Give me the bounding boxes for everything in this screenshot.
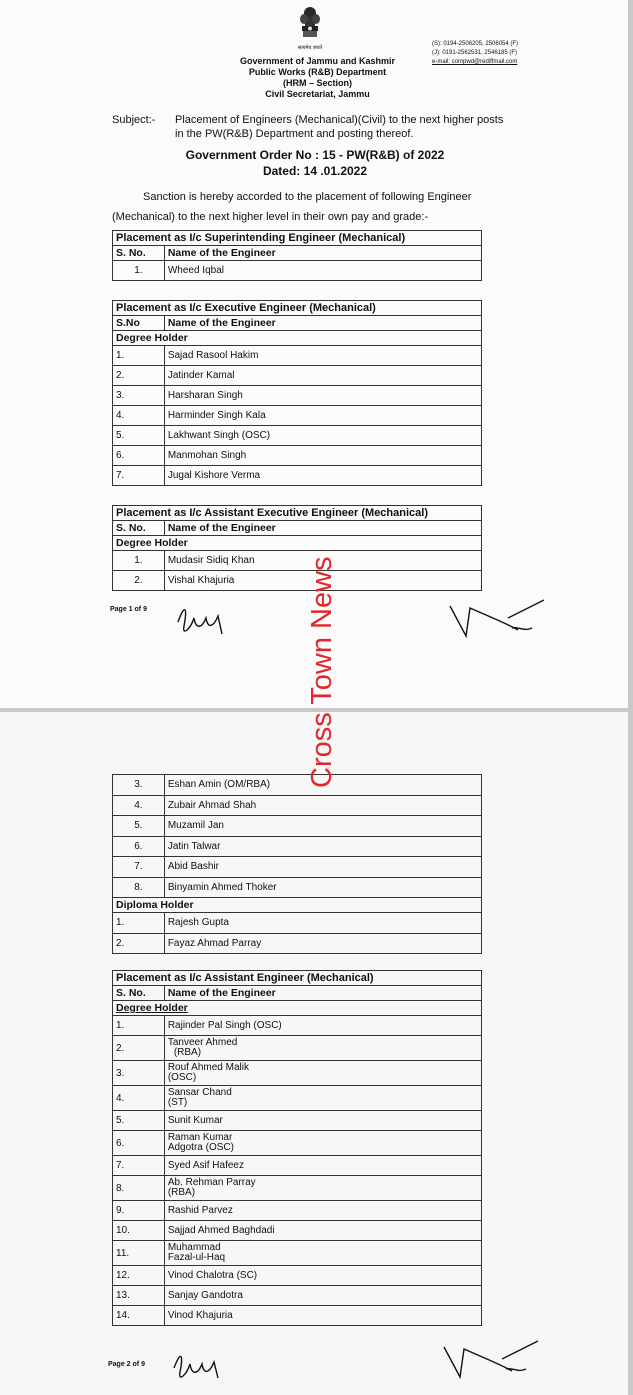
subject-label: Subject:- (112, 114, 156, 126)
name-line-1: Ab. Rehman Parray (167, 1177, 256, 1188)
cell-sno: 8. (113, 1176, 165, 1201)
cell-name: Syed Asif Hafeez (164, 1156, 481, 1176)
name-line-2: (RBA) (173, 1047, 202, 1058)
header-line-4: Civil Secretariat, Jammu (265, 89, 370, 99)
table-row (113, 366, 482, 386)
table-row (113, 877, 482, 898)
cell-name: Harminder Singh Kala (164, 406, 481, 426)
cell-sno: 10. (113, 1221, 165, 1241)
cell-name: Wheed Iqbal (164, 261, 481, 281)
name-line-2: (ST) (167, 1097, 188, 1108)
column-header-sno: S. No. (113, 246, 165, 261)
table-row (113, 1306, 482, 1326)
table-superintending-engineer (112, 230, 482, 281)
table-row (113, 795, 482, 816)
table-caption: Placement as I/c Superintending Engineer (Mechanical) (113, 231, 482, 246)
table-row (113, 386, 482, 406)
cell-sno: 2. (113, 571, 165, 591)
table-row (113, 1176, 482, 1201)
cell-name: Fayaz Ahmad Parray (164, 933, 481, 954)
table-assistant-executive-engineer-continued (112, 774, 482, 954)
cell-name: Rajesh Gupta (164, 913, 481, 934)
table-row (113, 346, 482, 366)
lion-capital-icon (297, 6, 323, 40)
contact-block (432, 40, 562, 67)
cell-sno: 6. (113, 836, 165, 857)
name-line-2: (OSC) (167, 1072, 197, 1083)
page-number: Page 2 of 9 (108, 1361, 145, 1368)
signature-initials-left (174, 600, 234, 640)
header-line-1: Government of Jammu and Kashmir (239, 56, 396, 66)
cell-name: Vishal Khajuria (164, 571, 481, 591)
header-line-3: (HRM – Section) (282, 78, 352, 88)
table-row (113, 426, 482, 446)
table-row (113, 1286, 482, 1306)
table-row (113, 816, 482, 837)
group-label: Degree Holder (113, 1001, 482, 1016)
cell-name: Harsharan Singh (164, 386, 481, 406)
cell-name: Jatinder Kamal (164, 366, 481, 386)
cell-sno: 2. (113, 1036, 165, 1061)
cell-sno: 7. (113, 466, 165, 486)
table-row (113, 1036, 482, 1061)
order-number: Government Order No : 15 - PW(R&B) of 2022 (185, 148, 445, 162)
cell-name: Sanjay Gandotra (164, 1286, 481, 1306)
table-row (113, 1266, 482, 1286)
cell-sno: 4. (113, 795, 165, 816)
table-row (113, 775, 482, 796)
table-row (113, 1156, 482, 1176)
name-line-1: Tanveer Ahmed (167, 1037, 238, 1048)
table-row (113, 913, 482, 934)
table-assistant-engineer (112, 970, 482, 1326)
group-label: Diploma Holder (113, 898, 482, 913)
cell-sno: 12. (113, 1266, 165, 1286)
contact-jammu: (J): 0191-2562531, 2546185 (F) (432, 50, 518, 56)
page-number: Page 1 of 9 (110, 606, 147, 613)
table-row (113, 466, 482, 486)
cell-name: Vinod Chalotra (SC) (164, 1266, 481, 1286)
cell-name: Manmohan Singh (164, 446, 481, 466)
table-caption: Placement as I/c Assistant Engineer (Mechanical) (113, 971, 482, 986)
column-header-name: Name of the Engineer (164, 246, 481, 261)
group-label: Degree Holder (113, 331, 482, 346)
table-row (113, 933, 482, 954)
cell-sno: 2. (113, 366, 165, 386)
cell-name: Rashid Parvez (164, 1201, 481, 1221)
table-caption: Placement as I/c Assistant Executive Engineer (Mechanical) (113, 506, 482, 521)
cell-sno: 5. (113, 816, 165, 837)
column-header-sno: S.No (113, 316, 165, 331)
signature-initials-left (170, 1348, 230, 1384)
table-row (113, 1061, 482, 1086)
intro-line-1: Sanction is hereby accorded to the placement of following Engineer (143, 191, 472, 203)
cell-sno: 4. (113, 406, 165, 426)
table-row (113, 446, 482, 466)
cell-name (164, 1176, 481, 1201)
cell-name: Rajinder Pal Singh (OSC) (164, 1016, 481, 1036)
cell-sno: 5. (113, 426, 165, 446)
cell-name: Abid Bashir (164, 857, 481, 878)
cell-name: Zubair Ahmad Shah (164, 795, 481, 816)
department-header (230, 56, 405, 100)
cell-sno: 3. (113, 775, 165, 796)
emblem-caption: सत्यमेव जयते (297, 45, 323, 51)
cell-sno: 1. (113, 551, 165, 571)
signature-right (448, 596, 558, 646)
cell-name: Sajjad Ahmed Baghdadi (164, 1221, 481, 1241)
cell-name: Eshan Amin (OM/RBA) (164, 775, 481, 796)
cell-sno: 9. (113, 1201, 165, 1221)
column-header-sno: S. No. (113, 521, 165, 536)
cell-name: Binyamin Ahmed Thoker (164, 877, 481, 898)
name-line-2: Fazal-ul-Haq (167, 1252, 226, 1263)
cell-name: Sajad Rasool Hakim (164, 346, 481, 366)
column-header-sno: S. No. (113, 986, 165, 1001)
table-assistant-executive-engineer (112, 505, 482, 591)
name-line-2: (RBA) (167, 1187, 196, 1198)
table-row (113, 1016, 482, 1036)
state-emblem (297, 6, 323, 51)
cell-sno: 1. (113, 913, 165, 934)
table-row (113, 1221, 482, 1241)
table-row (113, 261, 482, 281)
cell-sno: 6. (113, 1131, 165, 1156)
order-date: Dated: 14 .01.2022 (262, 164, 368, 178)
document-page-2 (0, 712, 628, 1395)
cell-sno: 11. (113, 1241, 165, 1266)
cell-name: Vinod Khajuria (164, 1306, 481, 1326)
cell-sno: 3. (113, 386, 165, 406)
cell-name: Lakhwant Singh (OSC) (164, 426, 481, 446)
name-line-2: Adgotra (OSC) (167, 1142, 234, 1153)
cell-sno: 5. (113, 1111, 165, 1131)
name-line-1: Rouf Ahmed Malik (167, 1062, 249, 1073)
cell-sno: 3. (113, 1061, 165, 1086)
name-line-1: Sansar Chand (167, 1087, 232, 1098)
cell-sno: 2. (113, 933, 165, 954)
table-row (113, 1241, 482, 1266)
cell-name (164, 1036, 481, 1061)
subject-line-2: in the PW(R&B) Department and posting thereof. (175, 128, 414, 140)
cell-sno: 1. (113, 261, 165, 281)
column-header-name: Name of the Engineer (164, 521, 481, 536)
table-executive-engineer (112, 300, 482, 486)
cell-name (164, 1061, 481, 1086)
cell-name: Jugal Kishore Verma (164, 466, 481, 486)
cell-name (164, 1241, 481, 1266)
cell-name (164, 1131, 481, 1156)
table-row (113, 406, 482, 426)
cell-sno: 13. (113, 1286, 165, 1306)
cell-sno: 1. (113, 1016, 165, 1036)
cell-sno: 7. (113, 857, 165, 878)
table-caption: Placement as I/c Executive Engineer (Mechanical) (113, 301, 482, 316)
intro-line-2: (Mechanical) to the next higher level in their own pay and grade:- (112, 211, 429, 223)
contact-email: e-mail: compwd@rediffmail.com (432, 59, 518, 65)
cell-name: Muzamil Jan (164, 816, 481, 837)
table-row (113, 836, 482, 857)
name-line-1: Muhammad (167, 1242, 221, 1253)
cell-sno: 7. (113, 1156, 165, 1176)
watermark-text: Cross Town News (306, 556, 338, 788)
column-header-name: Name of the Engineer (164, 986, 481, 1001)
table-row (113, 551, 482, 571)
table-row (113, 1201, 482, 1221)
column-header-name: Name of the Engineer (164, 316, 481, 331)
cell-sno: 14. (113, 1306, 165, 1326)
contact-srinagar: (S): 0194-2506205, 2506054 (F) (432, 41, 519, 47)
name-line-1: Raman Kumar (167, 1132, 233, 1143)
cell-sno: 4. (113, 1086, 165, 1111)
table-row (113, 1131, 482, 1156)
table-row (113, 571, 482, 591)
cell-sno: 1. (113, 346, 165, 366)
table-row (113, 1111, 482, 1131)
cell-sno: 8. (113, 877, 165, 898)
header-line-2: Public Works (R&B) Department (248, 67, 387, 77)
subject-line-1: Placement of Engineers (Mechanical)(Civil) to the next higher posts (175, 114, 504, 126)
signature-right (442, 1337, 552, 1387)
group-label: Degree Holder (113, 536, 482, 551)
cell-name (164, 1086, 481, 1111)
table-row (113, 1086, 482, 1111)
cell-name: Jatin Talwar (164, 836, 481, 857)
cell-name: Sunit Kumar (164, 1111, 481, 1131)
cell-sno: 6. (113, 446, 165, 466)
cell-name: Mudasir Sidiq Khan (164, 551, 481, 571)
table-row (113, 857, 482, 878)
